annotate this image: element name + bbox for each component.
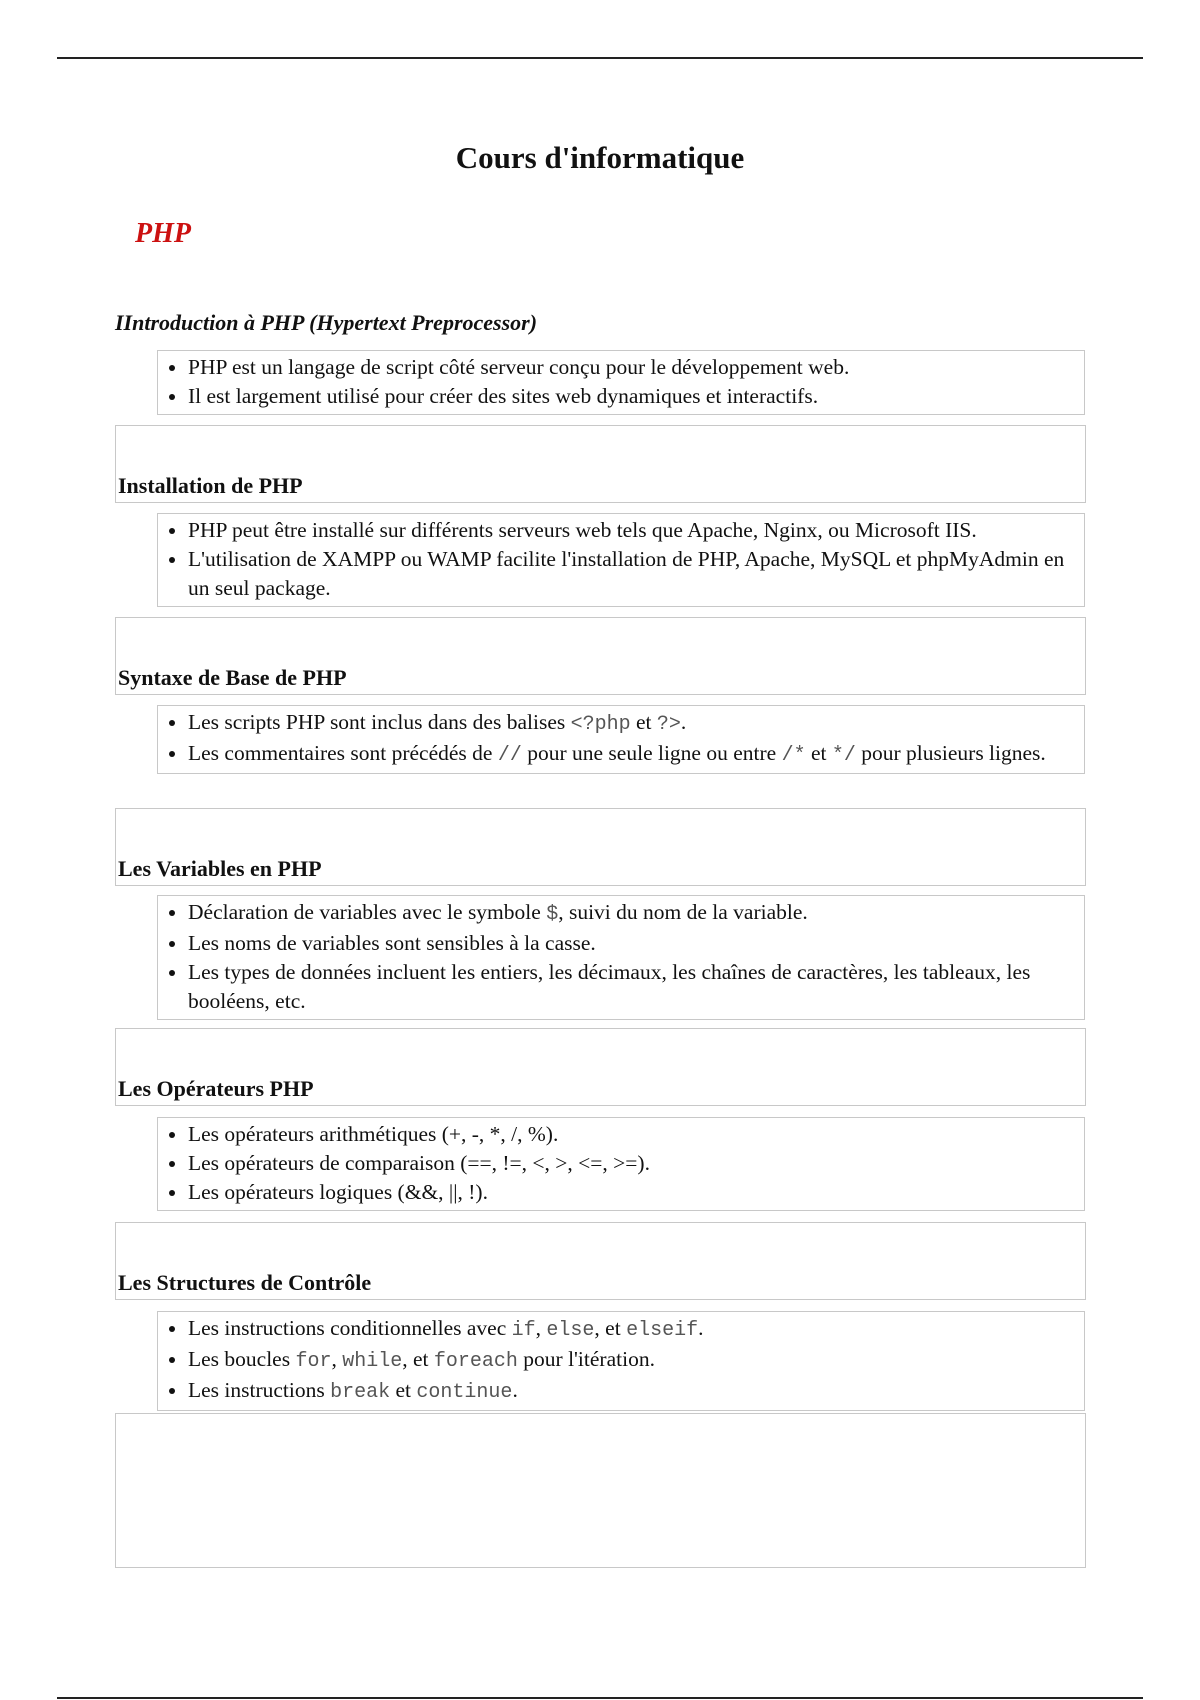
code-snippet: elseif — [626, 1319, 699, 1342]
list-item: • Les commentaires sont précédés de // pour une seule ligne ou entre /* et */ pour plusieurs lignes. — [188, 739, 1076, 770]
list-item: • PHP peut être installé sur différents serveurs web tels que Apache, Nginx, ou Microsoft IIS. — [188, 516, 1076, 545]
intro-heading: IIntroduction à PHP (Hypertext Preprocessor) — [115, 310, 538, 335]
code-snippet: $ — [546, 903, 559, 926]
code-snippet: foreach — [433, 1350, 518, 1373]
code-snippet: continue — [416, 1381, 513, 1404]
installation-heading: Installation de PHP — [118, 473, 303, 498]
control-heading-box — [115, 1222, 1086, 1300]
list-item: • L'utilisation de XAMPP ou WAMP facilite l'installation de PHP, Apache, MySQL et phpMyAdmin en un seul package. — [188, 545, 1076, 603]
page-title: Cours d'informatique — [455, 140, 745, 175]
list-item: • Il est largement utilisé pour créer des sites web dynamiques et interactifs. — [188, 382, 1076, 411]
list-item: • Déclaration de variables avec le symbole $, suivi du nom de la variable. — [188, 898, 1076, 929]
code-snippet: while — [342, 1350, 403, 1373]
variables-list — [157, 895, 1085, 1020]
top-rule — [57, 57, 1143, 59]
code-snippet: else — [546, 1319, 595, 1342]
syntax-list — [157, 705, 1085, 774]
code-snippet: /* — [781, 744, 806, 767]
syntax-heading: Syntaxe de Base de PHP — [118, 665, 347, 690]
code-snippet: // — [497, 744, 522, 767]
operators-heading: Les Opérateurs PHP — [118, 1076, 314, 1101]
code-snippet: */ — [831, 744, 856, 767]
code-snippet: if — [511, 1319, 536, 1342]
variables-heading: Les Variables en PHP — [118, 856, 322, 881]
list-item: • Les opérateurs logiques (&&, ||, !). — [188, 1178, 1076, 1207]
list-item: • Les noms de variables sont sensibles à la casse. — [188, 929, 1076, 958]
list-item: • Les scripts PHP sont inclus dans des balises <?php et ?>. — [188, 708, 1076, 739]
list-item: • PHP est un langage de script côté serveur conçu pour le développement web. — [188, 353, 1076, 382]
list-item: • Les instructions conditionnelles avec if, else, et elseif. — [188, 1314, 1076, 1345]
variables-heading-box — [115, 808, 1086, 886]
control-list — [157, 1311, 1085, 1411]
list-item: • Les boucles for, while, et foreach pour l'itération. — [188, 1345, 1076, 1376]
code-snippet: break — [330, 1381, 391, 1404]
empty-section-box — [115, 1413, 1086, 1568]
control-heading: Les Structures de Contrôle — [118, 1270, 372, 1295]
code-snippet: for — [295, 1350, 332, 1373]
installation-list — [157, 513, 1085, 607]
intro-list — [157, 350, 1085, 415]
syntax-heading-box — [115, 617, 1086, 695]
operators-list — [157, 1117, 1085, 1211]
installation-heading-box — [115, 425, 1086, 503]
list-item: • Les types de données incluent les entiers, les décimaux, les chaînes de caractères, les tableaux, les booléens, etc. — [188, 958, 1076, 1016]
code-snippet: ?> — [656, 713, 681, 736]
list-item: • Les instructions break et continue. — [188, 1376, 1076, 1407]
page-subtitle: PHP — [135, 218, 191, 249]
list-item: • Les opérateurs de comparaison (==, !=, <, >, <=, >=). — [188, 1149, 1076, 1178]
operators-heading-box — [115, 1028, 1086, 1106]
code-snippet: <?php — [570, 713, 631, 736]
bottom-rule — [57, 1697, 1143, 1699]
list-item: • Les opérateurs arithmétiques (+, -, *, /, %). — [188, 1120, 1076, 1149]
